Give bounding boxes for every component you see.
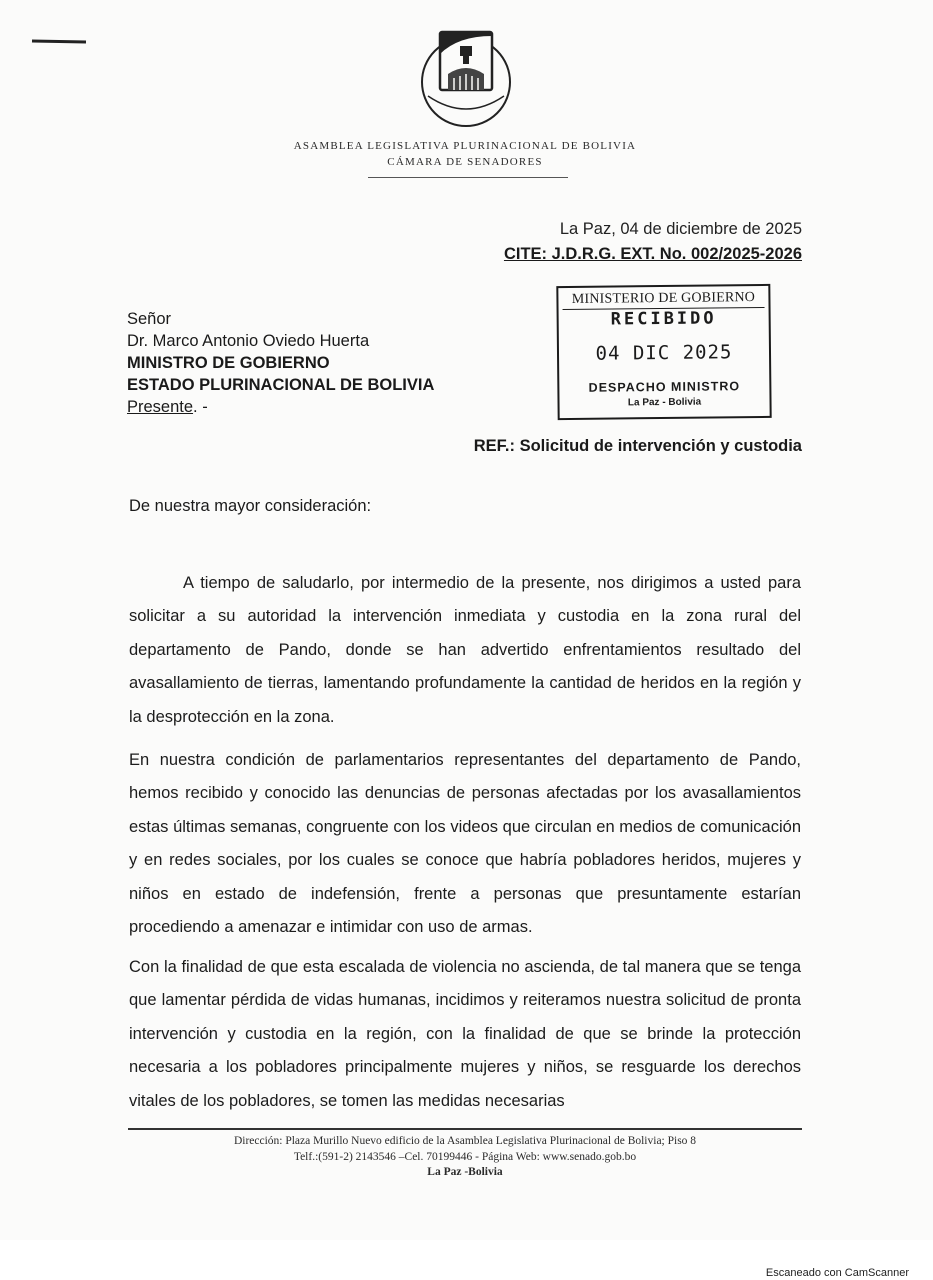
received-stamp (556, 284, 771, 420)
header-divider (368, 177, 568, 178)
stamp-location: La Paz - Bolivia (627, 396, 702, 409)
addressee-title: MINISTRO DE GOBIERNO (127, 354, 330, 372)
addressee-state: ESTADO PLURINACIONAL DE BOLIVIA (127, 376, 435, 394)
stamp-received: RECIBIDO (610, 308, 717, 330)
institution-name: ASAMBLEA LEGISLATIVA PLURINACIONAL DE BOLIVIA (293, 140, 637, 152)
footer-city: La Paz -Bolivia (427, 1166, 503, 1178)
addressee-name: Dr. Marco Antonio Oviedo Huerta (127, 332, 370, 350)
stamp-date: 04 DIC 2025 (595, 341, 733, 365)
reference-line: REF.: Solicitud de intervención y custodia (473, 437, 802, 455)
presente-line (127, 396, 434, 418)
stamp-ministry: MINISTERIO DE GOBIERNO (562, 290, 764, 310)
footer-contact: Telf.:(591-2) 2143546 –Cel. 70199446 - Página Web: www.senado.gob.bo (293, 1150, 637, 1163)
stamp-office: DESPACHO MINISTRO (588, 379, 741, 395)
cite-number: CITE: J.D.R.G. EXT. No. 002/2025-2026 (503, 245, 802, 263)
addressee-block (127, 308, 434, 418)
salutation: Señor (127, 310, 172, 328)
presente-suffix: . - (193, 398, 208, 416)
body-paragraph-2: En nuestra condición de parlamentarios representantes del departamento de Pando, hemos recibido y conocido las denuncias de personas afectadas por los avasallamientos estas últimas semanas, congruente con los videos que circulan en medios de comunicación y en redes sociales, por los cuales se conoce que habría pobladores heridos, mujeres y niños en estado de indefensión, frente a personas que presuntamente estarían procediendo a amenazar e intimidar con uso de armas. (129, 751, 801, 937)
body-paragraph-3: Con la finalidad de que esta escalada de violencia no ascienda, de tal manera que se tenga que lamentar pérdida de vidas humanas, incidimos y reiteramos nuestra solicitud de pronta intervención y custodia en la región, con la finalidad de que se brinde la protección necesaria a los pobladores principalmente mujeres y niños, se resguarde los derechos vitales de los pobladores, se tomen las medidas necesarias (129, 958, 801, 1110)
footer-address: Dirección: Plaza Murillo Nuevo edificio de la Asamblea Legislativa Plurinacional de Bolivia; Piso 8 (233, 1135, 697, 1147)
scanner-watermark: Escaneado con CamScanner (765, 1267, 909, 1279)
greeting: De nuestra mayor consideración: (129, 497, 372, 515)
footer-divider (128, 1128, 802, 1130)
institution-header (230, 140, 700, 168)
pen-mark (32, 40, 86, 44)
presente-text: Presente (127, 398, 194, 416)
body-paragraph-1: A tiempo de saludarlo, por intermedio de la presente, nos dirigimos a usted para solicitar a su autoridad la intervención inmediata y custodia en la zona rural del departamento de Pando, donde se han advertido enfrentamientos resultado del avasallamiento de tierras, lamentando profundamente la cantidad de heridos en la región y la desprotección en la zona. (129, 574, 801, 726)
letter-date: La Paz, 04 de diciembre de 2025 (559, 220, 802, 238)
footer (128, 1134, 802, 1181)
senate-emblem-icon (418, 26, 514, 130)
chamber-name: CÁMARA DE SENADORES (387, 156, 543, 168)
